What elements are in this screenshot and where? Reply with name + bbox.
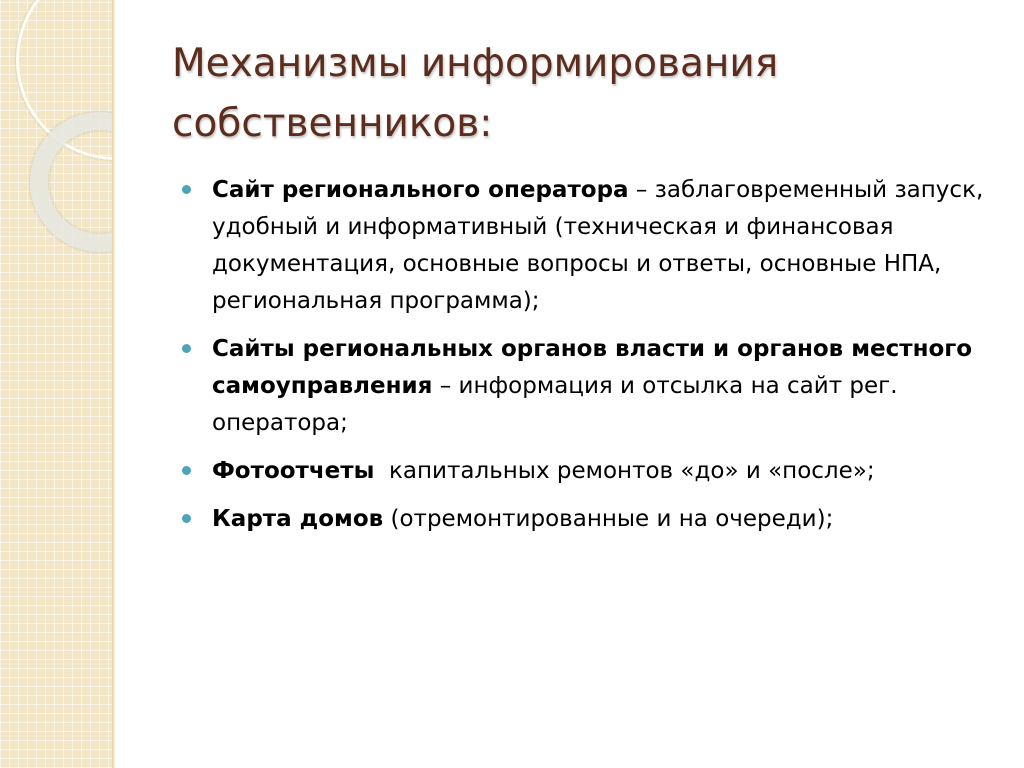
bullet-text: капитальных ремонтов «до» и «после»; bbox=[374, 458, 875, 484]
bullet-text: – заблаговременный запуск, удобный и информативный (техническая и финансовая документация, основные вопросы и ответы, основные НПА, региональная программа); bbox=[212, 177, 984, 314]
bullet-item-house-map bbox=[182, 501, 1002, 538]
bullet-dot-icon bbox=[182, 185, 191, 194]
bullet-dot-icon bbox=[182, 514, 191, 523]
bullet-item-photo-reports bbox=[182, 453, 1002, 490]
bullet-heading: Фотоотчеты bbox=[212, 458, 375, 484]
slide-title: Механизмы информирования собственников: bbox=[172, 41, 779, 146]
bullet-heading: Сайты региональных органов власти и органов местного самоуправления bbox=[212, 336, 973, 399]
bullet-item-regional-operator-site bbox=[182, 172, 1002, 320]
bullet-dot-icon bbox=[182, 344, 191, 353]
bullet-text: (отремонтированные и на очереди); bbox=[383, 506, 834, 532]
bullet-item-authority-sites bbox=[182, 331, 1002, 442]
bullet-heading: Карта домов bbox=[212, 506, 384, 532]
bullet-text: – информация и отсылка на сайт рег. оператора; bbox=[212, 373, 898, 436]
bullet-heading: Сайт регионального оператора bbox=[212, 177, 629, 203]
decorative-ring-small bbox=[30, 112, 112, 252]
decorative-sidebar bbox=[0, 0, 112, 768]
bullet-list bbox=[182, 172, 1002, 549]
bullet-dot-icon bbox=[182, 466, 191, 475]
sidebar-edge bbox=[112, 0, 115, 768]
